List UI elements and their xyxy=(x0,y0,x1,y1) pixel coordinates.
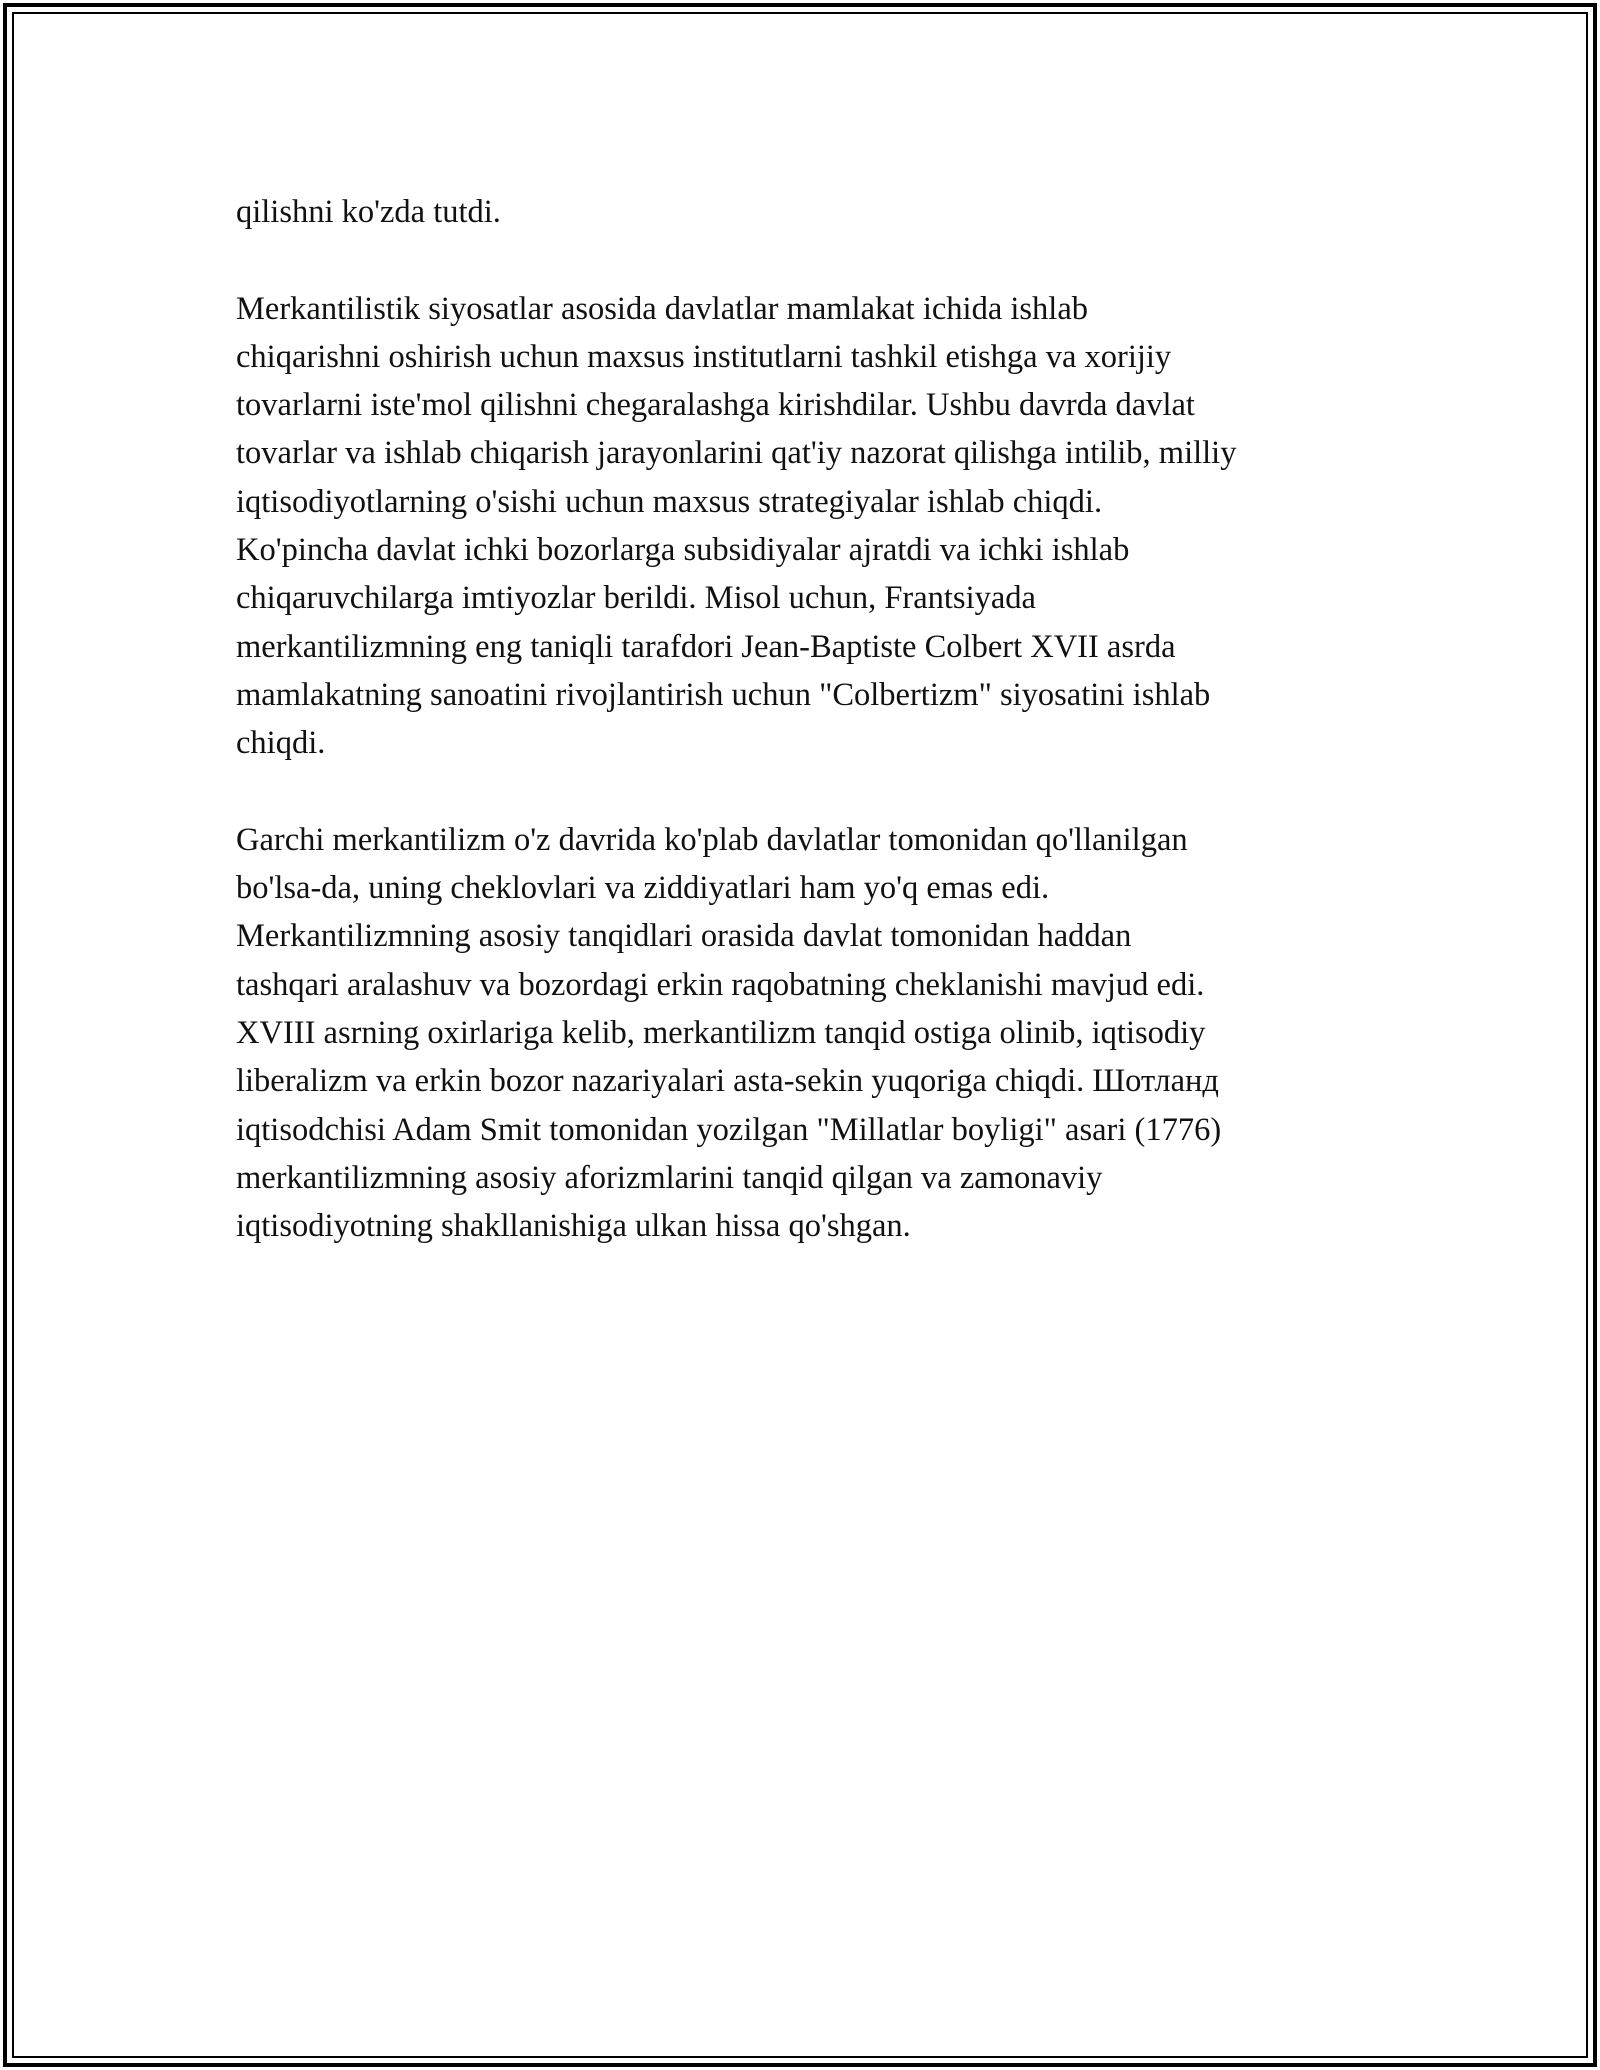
paragraph-1 xyxy=(236,188,1366,236)
text-line: tovarlarni iste'mol qilishni chegaralashga kirishdilar. Ushbu davrda davlat xyxy=(236,387,1195,424)
text-line: Merkantilizmning asosiy tanqidlari orasida davlat tomonidan haddan xyxy=(236,918,1132,955)
text-line: merkantilizmning eng taniqli tarafdori Jean-Baptiste Colbert XVII asrda xyxy=(236,628,1176,665)
document-body xyxy=(236,188,1366,1299)
paragraph-2 xyxy=(236,285,1366,768)
text-line: chiqaruvchilarga imtiyozlar berildi. Misol uchun, Frantsiyada xyxy=(236,580,1036,617)
text-line: qilishni ko'zda tutdi. xyxy=(236,194,501,230)
paragraph-3 xyxy=(236,816,1366,1251)
text-line: XVIII asrning oxirlariga kelib, merkantilizm tanqid ostiga olinib, iqtisodiy xyxy=(236,1015,1206,1052)
text-line: mamlakatning sanoatini rivojlantirish uchun "Colbertizm" siyosatini ishlab xyxy=(236,676,1211,713)
text-line: iqtisodiyotlarning o'sishi uchun maxsus strategiyalar ishlab chiqdi. xyxy=(236,483,1103,520)
text-line: Garchi merkantilizm o'z davrida ko'plab davlatlar tomonidan qo'llanilgan xyxy=(236,821,1188,858)
text-line: Merkantilistik siyosatlar asosida davlatlar mamlakat ichida ishlab xyxy=(236,290,1088,327)
text-line: bo'lsa-da, uning cheklovlari va ziddiyatlari ham yo'q emas edi. xyxy=(236,870,1050,907)
text-line: chiqarishni oshirish uchun maxsus institutlarni tashkil etishga va xorijiy xyxy=(236,338,1172,375)
text-line: liberalizm va erkin bozor nazariyalari asta-sekin yuqoriga chiqdi. Шотланд xyxy=(236,1063,1219,1100)
text-line: iqtisodchisi Adam Smit tomonidan yozilgan "Millatlar boyligi" asari (1776) xyxy=(236,1111,1222,1148)
text-line: Ko'pincha davlat ichki bozorlarga subsidiyalar ajratdi va ichki ishlab xyxy=(236,532,1130,569)
text-line: chiqdi. xyxy=(236,725,326,762)
text-line: iqtisodiyotning shakllanishiga ulkan hissa qo'shgan. xyxy=(236,1208,911,1245)
text-line: merkantilizmning asosiy aforizmlarini tanqid qilgan va zamonaviy xyxy=(236,1159,1103,1196)
text-line: tashqari aralashuv va bozordagi erkin raqobatning cheklanishi mavjud edi. xyxy=(236,966,1205,1003)
text-line: tovarlar va ishlab chiqarish jarayonlarini qat'iy nazorat qilishga intilib, milliy xyxy=(236,435,1237,472)
